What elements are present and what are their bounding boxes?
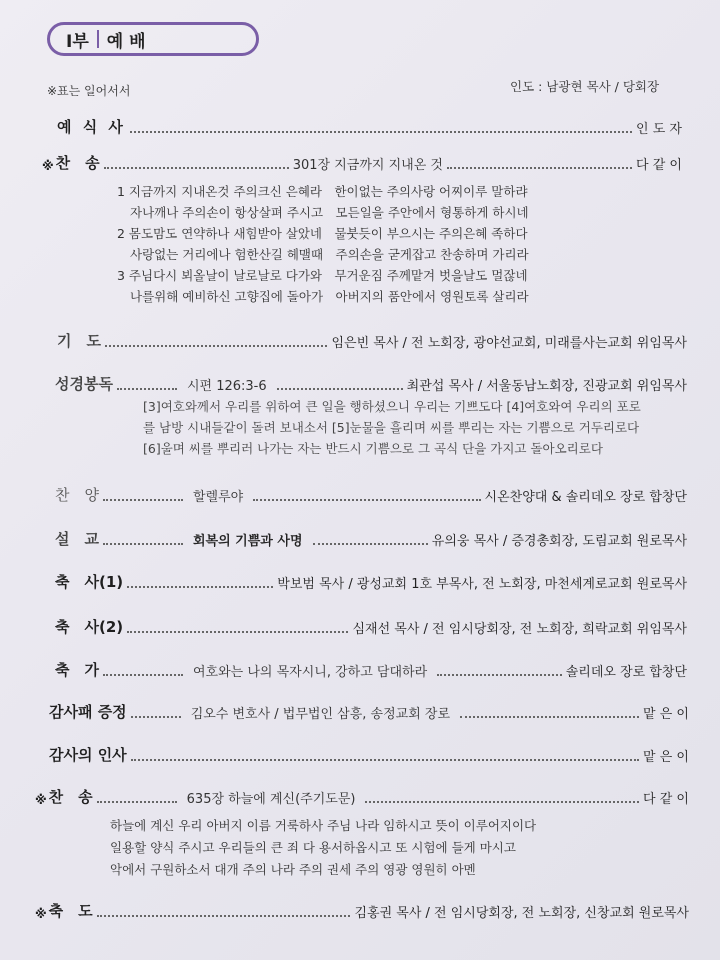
- program-item-hymn1: [42, 152, 682, 173]
- item-presenter: 최관섭 목사 / 서울동남노회장, 진광교회 위임목사: [406, 379, 687, 394]
- dot-leader: [105, 345, 327, 347]
- item-title: 기 도: [57, 332, 101, 350]
- item-presenter: 유의웅 목사 / 증경총회장, 도림교회 원로목사: [431, 534, 687, 549]
- lords-prayer-line: 하늘에 계신 우리 아버지 이름 거룩하사 주님 나라 임하시고 뜻이 이루어지이다: [110, 818, 537, 833]
- program-item-plaque: [49, 701, 689, 722]
- section-badge: [47, 22, 259, 56]
- dot-leader: [313, 543, 428, 545]
- hymn-lyric-line: 3 주님다시 뵈올날이 날로날로 다가와 무거운짐 주께맡겨 벗을날도 멀잖네: [117, 268, 528, 283]
- dot-leader: [97, 801, 177, 803]
- item-presenter: 맡 은 이: [643, 750, 689, 765]
- item-presenter: 시온찬양대 & 솔리데오 장로 합창단: [484, 490, 687, 505]
- dot-leader: [437, 674, 562, 676]
- standing-mark: ※: [35, 907, 47, 921]
- part-name: 예 배: [106, 31, 146, 52]
- program-item-liturgy: [57, 116, 682, 137]
- hymn-lyric-line: 2 몸도맘도 연약하나 새힘받아 살았네 물붓듯이 부으시는 주의은혜 족하다: [117, 226, 528, 241]
- anthem-name: 할렐루야: [192, 490, 244, 505]
- item-title: 설 교: [55, 530, 99, 548]
- program-item-song: [55, 659, 687, 680]
- item-title: 예 식 사: [57, 118, 126, 136]
- lords-prayer-line: 일용할 양식 주시고 우리들의 큰 죄 다 용서하옵시고 또 시험에 들게 마시고: [110, 840, 516, 855]
- dot-leader: [131, 759, 639, 761]
- standing-mark: ※: [35, 793, 47, 807]
- dot-leader: [103, 674, 183, 676]
- dot-leader: [127, 586, 273, 588]
- program-item-anthem: [55, 484, 687, 505]
- dot-leader: [97, 915, 351, 917]
- program-item-hymn2: [35, 786, 689, 807]
- item-title: 찬 송: [48, 788, 93, 806]
- standing-note: ※표는 일어서서: [47, 84, 131, 98]
- program-item-sermon: [55, 528, 687, 549]
- item-title: 축 가: [55, 661, 99, 679]
- plaque-recipient: 김오수 변호사 / 법무법인 삼흥, 송정교회 장로: [190, 707, 451, 722]
- hymn-number: 301장 지금까지 지내온 것: [292, 158, 443, 173]
- item-presenter: 임은빈 목사 / 전 노회장, 광야선교회, 미래를사는교회 위임목사: [331, 336, 687, 351]
- hymn-lyric-line: 사랑없는 거리에나 험한산길 헤맬때 주의손을 굳게잡고 찬송하며 가리라: [130, 247, 529, 262]
- scripture-text-line: [3]여호와께서 우리를 위하여 큰 일을 행하셨으니 우리는 기쁘도다 [4]여호와여 우리의 포로: [143, 399, 641, 414]
- song-name: 여호와는 나의 목자시니, 강하고 담대하라: [192, 665, 428, 680]
- item-presenter: 김홍권 목사 / 전 임시당회장, 전 노회장, 신창교회 원로목사: [354, 906, 689, 921]
- item-presenter: 솔리데오 장로 합창단: [565, 665, 687, 680]
- dot-leader: [130, 131, 632, 133]
- hymn-lyric-line: 자나깨나 주의손이 항상살펴 주시고 모든일을 주안에서 형통하게 하시네: [130, 205, 529, 220]
- program-item-thanks: [49, 744, 689, 765]
- lords-prayer-line: 악에서 구원하소서 대개 주의 나라 주의 권세 주의 영광 영원히 아멘: [110, 862, 476, 877]
- part-number: Ⅰ부: [66, 31, 89, 52]
- dot-leader: [104, 167, 289, 169]
- dot-leader: [365, 801, 639, 803]
- item-title: 축 사(2): [55, 618, 124, 636]
- item-title: 찬 송: [55, 154, 100, 172]
- item-presenter: 맡 은 이: [643, 707, 689, 722]
- badge-divider: [97, 30, 99, 48]
- dot-leader: [253, 499, 480, 501]
- hymn-lyric-line: 1 지금까지 지내온것 주의크신 은혜라 한이없는 주의사랑 어찌이루 말하랴: [117, 184, 528, 199]
- item-title: 감사패 증정: [49, 703, 127, 721]
- item-presenter: 다 같 이: [643, 792, 689, 807]
- dot-leader: [127, 631, 348, 633]
- item-presenter: 다 같 이: [636, 158, 682, 173]
- scripture-ref: 시편 126:3-6: [186, 379, 267, 394]
- sermon-title: 회복의 기쁨과 사명: [192, 534, 303, 549]
- hymn-lyric-line: 나를위해 예비하신 고향집에 돌아가 아버지의 품안에서 영원토록 살리라: [130, 289, 529, 304]
- item-presenter: 심재선 목사 / 전 임시당회장, 전 노회장, 희락교회 위임목사: [352, 622, 687, 637]
- item-title: 감사의 인사: [49, 746, 127, 764]
- program-item-prayer: [57, 330, 687, 351]
- item-title: 축 도: [48, 902, 93, 920]
- scripture-text-line: [6]울며 씨를 뿌리러 나가는 자는 반드시 기쁨으로 그 곡식 단을 가지고 돌아오리로다: [143, 441, 603, 456]
- dot-leader: [131, 716, 181, 718]
- program-item-scripture: [55, 373, 687, 394]
- scripture-text-line: 를 남방 시내들같이 돌려 보내소서 [5]눈물을 흘리며 씨를 뿌리는 자는 기쁨으로 거두리로다: [143, 420, 640, 435]
- service-leader: 인도 : 남광현 목사 / 당회장: [510, 79, 660, 94]
- item-title: 축 사(1): [55, 573, 124, 591]
- hymn-number: 635장 하늘에 계신(주기도문): [186, 792, 356, 807]
- dot-leader: [103, 499, 183, 501]
- dot-leader: [117, 388, 177, 390]
- standing-mark: ※: [42, 159, 54, 173]
- program-item-congrat2: [55, 616, 687, 637]
- item-title: 성경봉독: [55, 375, 113, 393]
- program-item-benediction: [35, 900, 689, 921]
- item-presenter: 인 도 자: [636, 122, 682, 137]
- dot-leader: [103, 543, 183, 545]
- dot-leader: [460, 716, 639, 718]
- dot-leader: [447, 167, 632, 169]
- item-presenter: 박보범 목사 / 광성교회 1호 부목사, 전 노회장, 마천세계로교회 원로목사: [277, 577, 687, 592]
- dot-leader: [277, 388, 403, 390]
- item-title: 찬 양: [55, 486, 99, 504]
- program-item-congrat1: [55, 571, 687, 592]
